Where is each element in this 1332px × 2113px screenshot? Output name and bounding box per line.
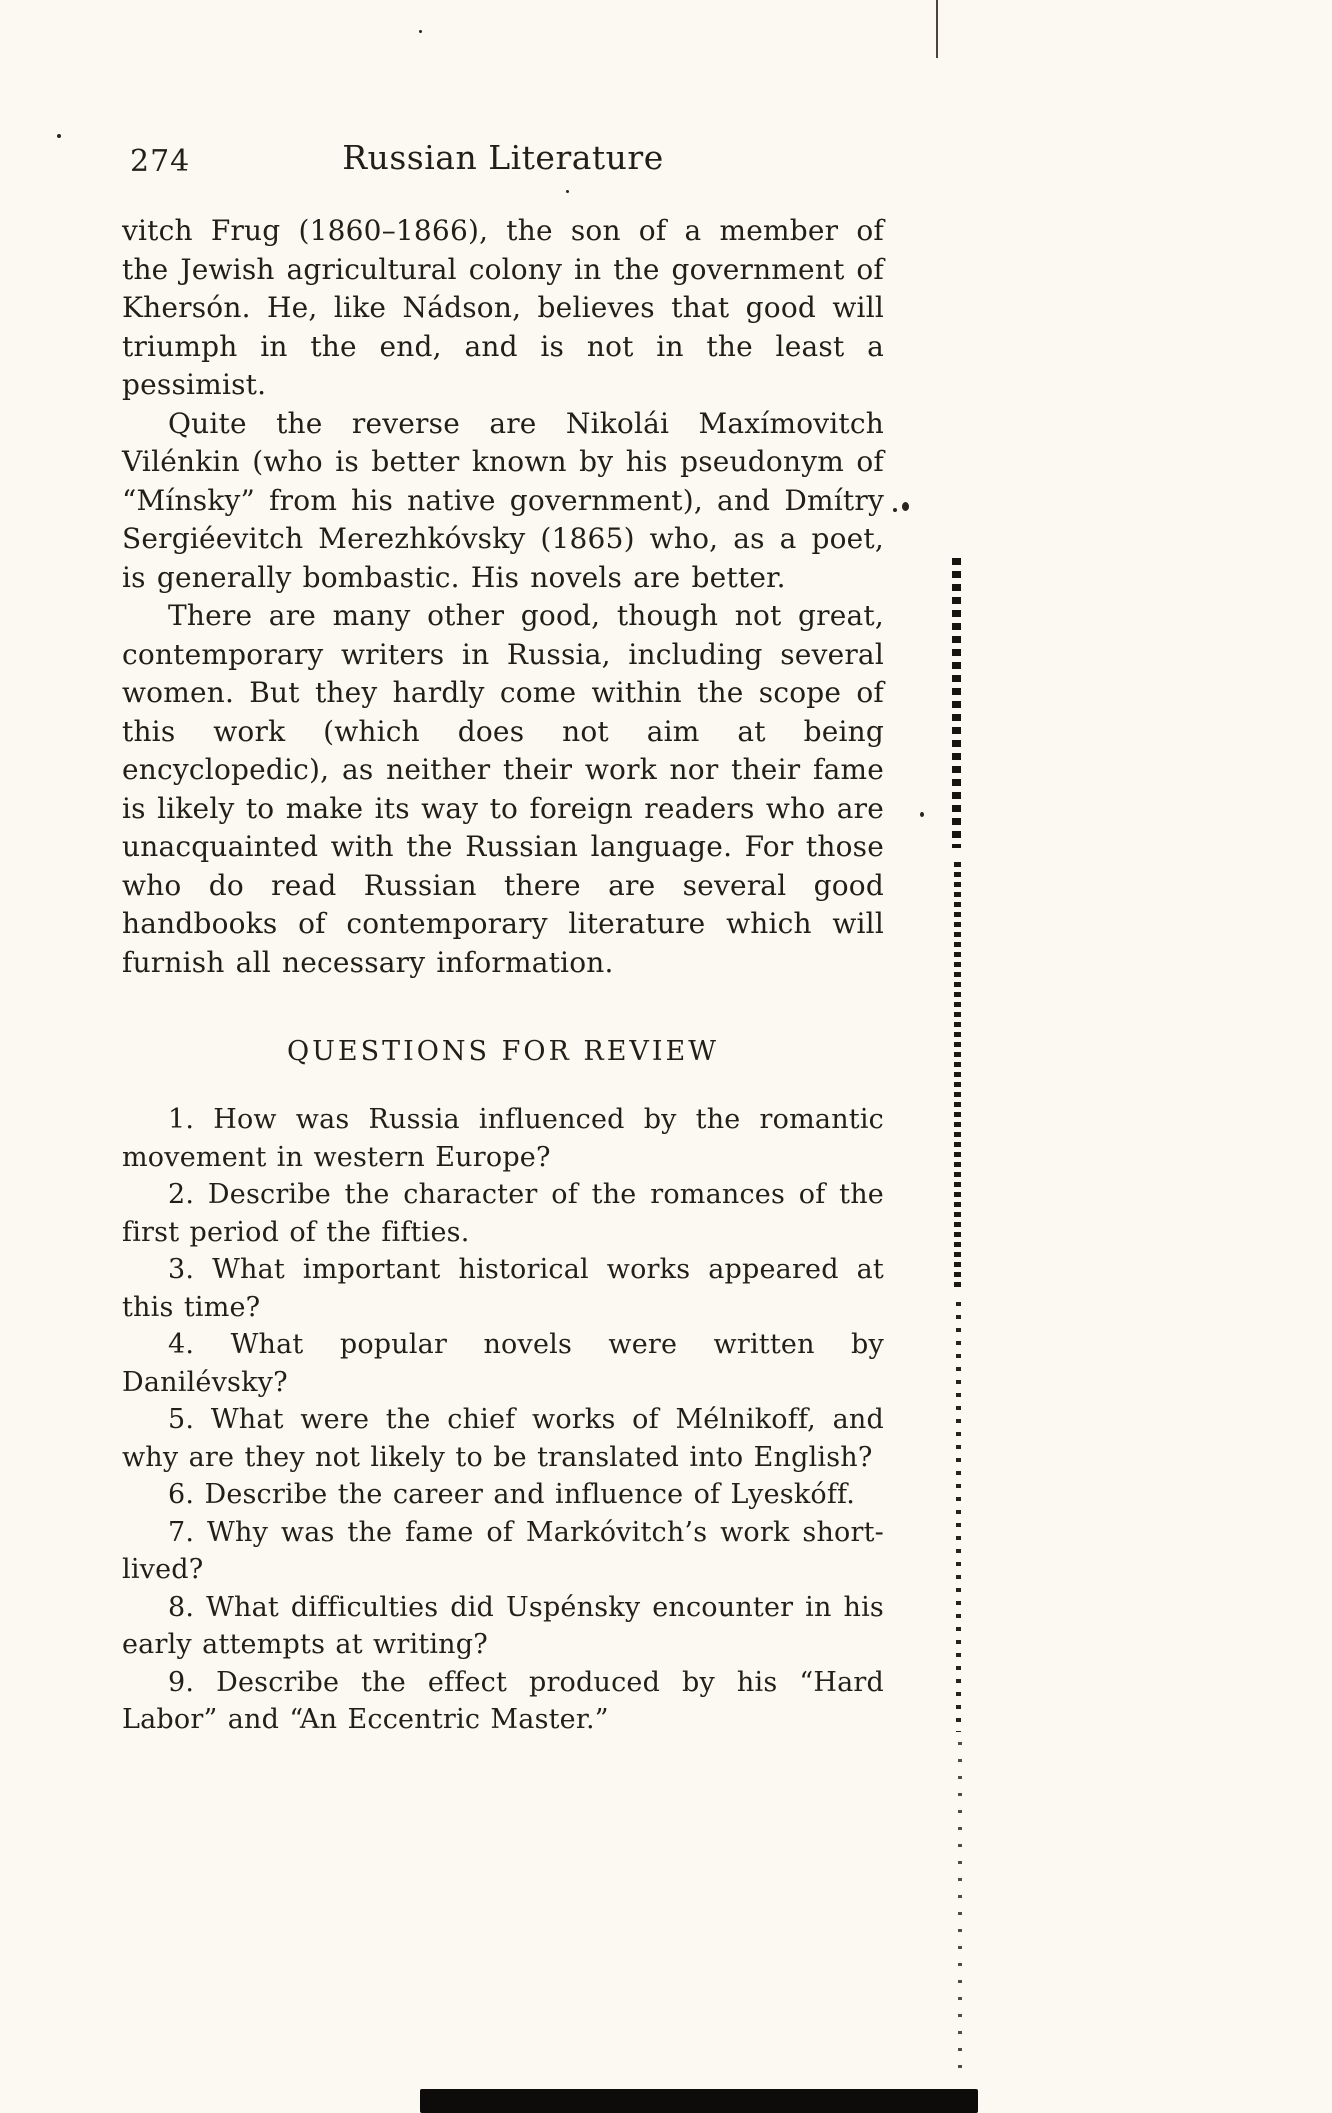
ink-speckle <box>57 134 61 138</box>
question-number: 4. <box>168 1329 195 1360</box>
paragraph-continuation: vitch Frug (1860–1866), the son of a member of the Jewish agricultural colony in the government of Khersón. He, like Nádson, believes that good will triumph in the end, and is not in the least a pessimist. <box>122 214 884 401</box>
page-title: Russian Literature <box>342 138 664 177</box>
question-item <box>122 1401 884 1476</box>
page-header <box>122 138 884 190</box>
question-item <box>122 1514 884 1589</box>
question-number: 8. <box>168 1591 195 1623</box>
ink-speckle <box>902 502 909 511</box>
paragraph: There are many other good, though not great, contemporary writers in Russia, including several women. But they hardly come within the scope of this work (which does not aim at being encyclopedic), as neither their work nor their fame is likely to make its way to foreign readers who are unacquainted with the Russian language. For those who do read Russian there are several good handbooks of contemporary literature which will furnish all necessary information. <box>122 599 884 979</box>
question-text: Why was the fame of Markóvitch’s work short-lived? <box>122 1516 884 1585</box>
ink-speckle <box>419 30 422 33</box>
question-item <box>122 1251 884 1326</box>
page-number: 274 <box>130 144 191 179</box>
questions-list <box>122 1101 884 1739</box>
scan-artifact-top-line <box>936 0 938 58</box>
question-text: What difficulties did Uspénsky encounter in his early attempts at writing? <box>122 1591 884 1660</box>
section-heading: QUESTIONS FOR REVIEW <box>286 1036 720 1067</box>
question-number: 2. <box>168 1179 195 1210</box>
question-text: How was Russia influenced by the romantic movement in western Europe? <box>122 1104 884 1173</box>
scan-artifact-bottom-bar <box>420 2089 978 2113</box>
text-column <box>122 138 884 1739</box>
question-item <box>122 1664 884 1739</box>
question-number: 5. <box>168 1404 195 1435</box>
question-item <box>122 1476 884 1514</box>
ink-speckle <box>893 508 897 512</box>
question-number: 6. <box>168 1479 195 1510</box>
paragraph: Quite the reverse are Nikolái Maxímovitch Vilénkin (who is better known by his pseudonym of “Mínsky” from his native government), and Dmítry Sergiéevitch Merezhkóvsky (1865) who, as a poet, is generally bombastic. His novels are better. <box>122 406 884 594</box>
question-text: What were the chief works of Mélnikoff, and why are they not likely to be translated into English? <box>122 1404 884 1473</box>
scan-artifact-edge-marks <box>956 1302 961 1732</box>
question-text: What popular novels were written by Danilévsky? <box>122 1329 884 1398</box>
question-number: 7. <box>168 1516 195 1548</box>
question-text: Describe the effect produced by his “Hard Labor” and “An Eccentric Master.” <box>122 1666 884 1735</box>
question-item <box>122 1101 884 1176</box>
question-item <box>122 1326 884 1401</box>
ink-speckle <box>920 812 924 817</box>
question-item <box>122 1589 884 1664</box>
question-text: What important historical works appeared at this time? <box>122 1254 884 1323</box>
question-item <box>122 1176 884 1251</box>
ink-speckle <box>566 190 569 193</box>
question-text: Describe the career and influence of Lyeskóff. <box>204 1479 856 1510</box>
question-number: 9. <box>168 1666 195 1698</box>
scan-artifact-edge-marks <box>952 558 961 848</box>
question-number: 3. <box>168 1254 195 1285</box>
question-text: Describe the character of the romances of the first period of the fifties. <box>122 1179 884 1248</box>
scan-artifact-edge-marks <box>954 862 961 1292</box>
scan-artifact-edge-marks <box>958 1742 962 2072</box>
body-text <box>122 212 884 1739</box>
question-number: 1. <box>168 1104 195 1135</box>
